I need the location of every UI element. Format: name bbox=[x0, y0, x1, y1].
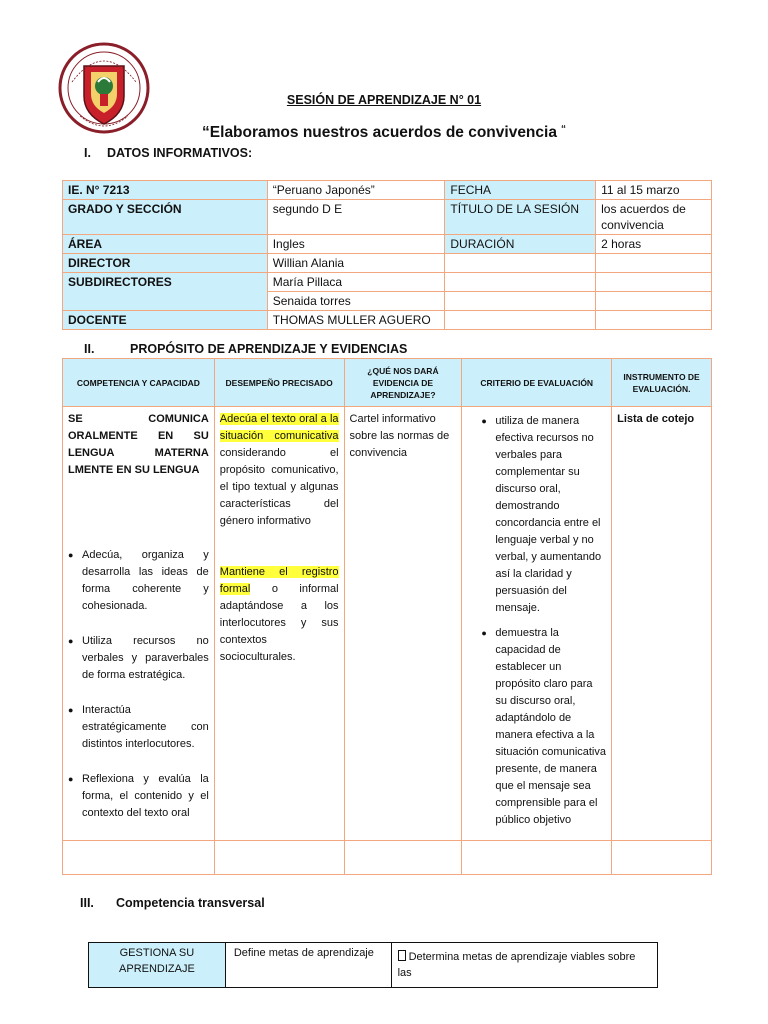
empty-cell bbox=[344, 841, 462, 875]
list-item: ● Interactúa estratégicamente con distintos interlocutores. bbox=[68, 702, 209, 753]
info-table bbox=[62, 180, 712, 330]
transversal-competencia: GESTIONA SU APRENDIZAJE bbox=[89, 943, 226, 988]
duracion-value: 2 horas bbox=[596, 235, 712, 254]
empty-cell bbox=[596, 311, 712, 330]
highlighted-text: Adecúa el texto oral a la situación comunicativa bbox=[219, 413, 339, 442]
list-item: ● demuestra la capacidad de establecer un propósito claro para su discurso oral, adaptándolo de manera efectiva a la situación comunicativa presente, de manera que el mensaje sea comprensible para el público objetivo bbox=[481, 625, 606, 829]
desempeno-cell bbox=[214, 407, 344, 841]
table-row bbox=[63, 273, 712, 292]
subdirector-2: Senaida torres bbox=[267, 292, 445, 311]
transversal-capacidad: Define metas de aprendizaje bbox=[225, 943, 391, 988]
instrumento-cell: Lista de cotejo bbox=[612, 407, 712, 841]
director-value: Willian Alania bbox=[267, 254, 445, 273]
area-value: Ingles bbox=[267, 235, 445, 254]
column-header: COMPETENCIA Y CAPACIDAD bbox=[63, 359, 215, 407]
empty-cell bbox=[445, 254, 596, 273]
column-header: CRITERIO DE EVALUACIÓN bbox=[462, 359, 612, 407]
table-header-row bbox=[63, 359, 712, 407]
list-item: ● Reflexiona y evalúa la forma, el contenido y el contexto del texto oral bbox=[68, 771, 209, 822]
section-title: DATOS INFORMATIVOS: bbox=[107, 146, 253, 160]
ie-label: IE. N° 7213 bbox=[63, 181, 268, 200]
highlighted-text: Mantiene el registro formal bbox=[219, 566, 339, 595]
section-proposito bbox=[84, 342, 407, 356]
competencia-text: SE COMUNICA ORALMENTE EN SU LENGUA MATERNA LMENTE EN SU LENGUA bbox=[68, 413, 209, 476]
section-number: II. bbox=[84, 342, 95, 356]
section-competencia-transversal bbox=[80, 896, 265, 910]
column-header: DESEMPEÑO PRECISADO bbox=[214, 359, 344, 407]
purpose-table bbox=[62, 358, 712, 875]
section-title: PROPÓSITO DE APRENDIZAJE Y EVIDENCIAS bbox=[130, 342, 408, 356]
table-row bbox=[63, 181, 712, 200]
duracion-label: DURACIÓN bbox=[445, 235, 596, 254]
table-row bbox=[89, 943, 658, 988]
evidencia-cell: Cartel informativo sobre las normas de convivencia bbox=[344, 407, 462, 841]
desempeno-1 bbox=[220, 411, 339, 530]
column-header: INSTRUMENTO DE EVALUACIÓN. bbox=[612, 359, 712, 407]
table-row bbox=[63, 235, 712, 254]
empty-cell bbox=[214, 841, 344, 875]
section-number: I. bbox=[84, 146, 91, 160]
section-number: III. bbox=[80, 896, 94, 910]
list-item: ● Utiliza recursos no verbales y paraverbales de forma estratégica. bbox=[68, 633, 209, 684]
section-title: Competencia transversal bbox=[116, 896, 265, 910]
empty-cell bbox=[596, 254, 712, 273]
grado-value: segundo D E bbox=[267, 200, 445, 235]
list-item: ● utiliza de manera efectiva recursos no verbales para complementar su discurso oral, demostrando concordancia entre el lenguaje verbal y no verbal, y aumentando así la claridad y persuasión del mensaje. bbox=[481, 413, 606, 617]
criterio-cell bbox=[462, 407, 612, 841]
session-title: SESIÓN DE APRENDIZAJE N° 01 bbox=[286, 93, 482, 107]
empty-cell bbox=[63, 841, 215, 875]
empty-cell bbox=[596, 273, 712, 292]
fecha-value: 11 al 15 marzo bbox=[596, 181, 712, 200]
empty-cell bbox=[462, 841, 612, 875]
area-label: ÁREA bbox=[63, 235, 268, 254]
list-item: ● Adecúa, organiza y desarrolla las ideas de forma coherente y cohesionada. bbox=[68, 547, 209, 615]
session-name-close-quote: “ bbox=[560, 124, 566, 135]
empty-cell bbox=[445, 311, 596, 330]
transversal-table bbox=[88, 942, 658, 988]
empty-cell bbox=[612, 841, 712, 875]
transversal-desempeno bbox=[391, 943, 657, 988]
session-name bbox=[0, 124, 768, 142]
subdirector-1: María Pillaca bbox=[267, 273, 445, 292]
desempeno-text: considerando el propósito comunicativo, el tipo textual y algunas características del género informativo bbox=[219, 447, 339, 527]
empty-cell bbox=[445, 273, 596, 292]
session-name-text: “Elaboramos nuestros acuerdos de convivencia bbox=[202, 124, 557, 141]
empty-cell bbox=[596, 292, 712, 311]
titulo-value: los acuerdos de convivencia bbox=[596, 200, 712, 235]
table-row bbox=[63, 841, 712, 875]
empty-cell bbox=[445, 292, 596, 311]
capacidades-list bbox=[68, 547, 209, 822]
table-row bbox=[63, 311, 712, 330]
desempeno-2 bbox=[220, 564, 339, 666]
table-row bbox=[63, 407, 712, 841]
transversal-desempeno-text: Determina metas de aprendizaje viables sobre las bbox=[397, 951, 636, 979]
desempeno-text: o informal adaptándose a los interlocutores y sus contextos socioculturales. bbox=[219, 583, 339, 663]
director-label: DIRECTOR bbox=[63, 254, 268, 273]
table-row bbox=[63, 200, 712, 235]
fecha-label: FECHA bbox=[445, 181, 596, 200]
docente-label: DOCENTE bbox=[63, 311, 268, 330]
docente-value: THOMAS MULLER AGUERO bbox=[267, 311, 445, 330]
table-row bbox=[63, 254, 712, 273]
criterios-list bbox=[467, 413, 606, 829]
checkbox-glyph-icon bbox=[398, 950, 406, 961]
section-datos-informativos bbox=[84, 146, 252, 160]
ie-value: “Peruano Japonés” bbox=[267, 181, 445, 200]
column-header: ¿QUÉ NOS DARÁ EVIDENCIA DE APRENDIZAJE? bbox=[344, 359, 462, 407]
titulo-label: TÍTULO DE LA SESIÓN bbox=[445, 200, 596, 235]
competencia-cell bbox=[63, 407, 215, 841]
subdirectores-label: SUBDIRECTORES bbox=[63, 273, 268, 311]
grado-label: GRADO Y SECCIÓN bbox=[63, 200, 268, 235]
